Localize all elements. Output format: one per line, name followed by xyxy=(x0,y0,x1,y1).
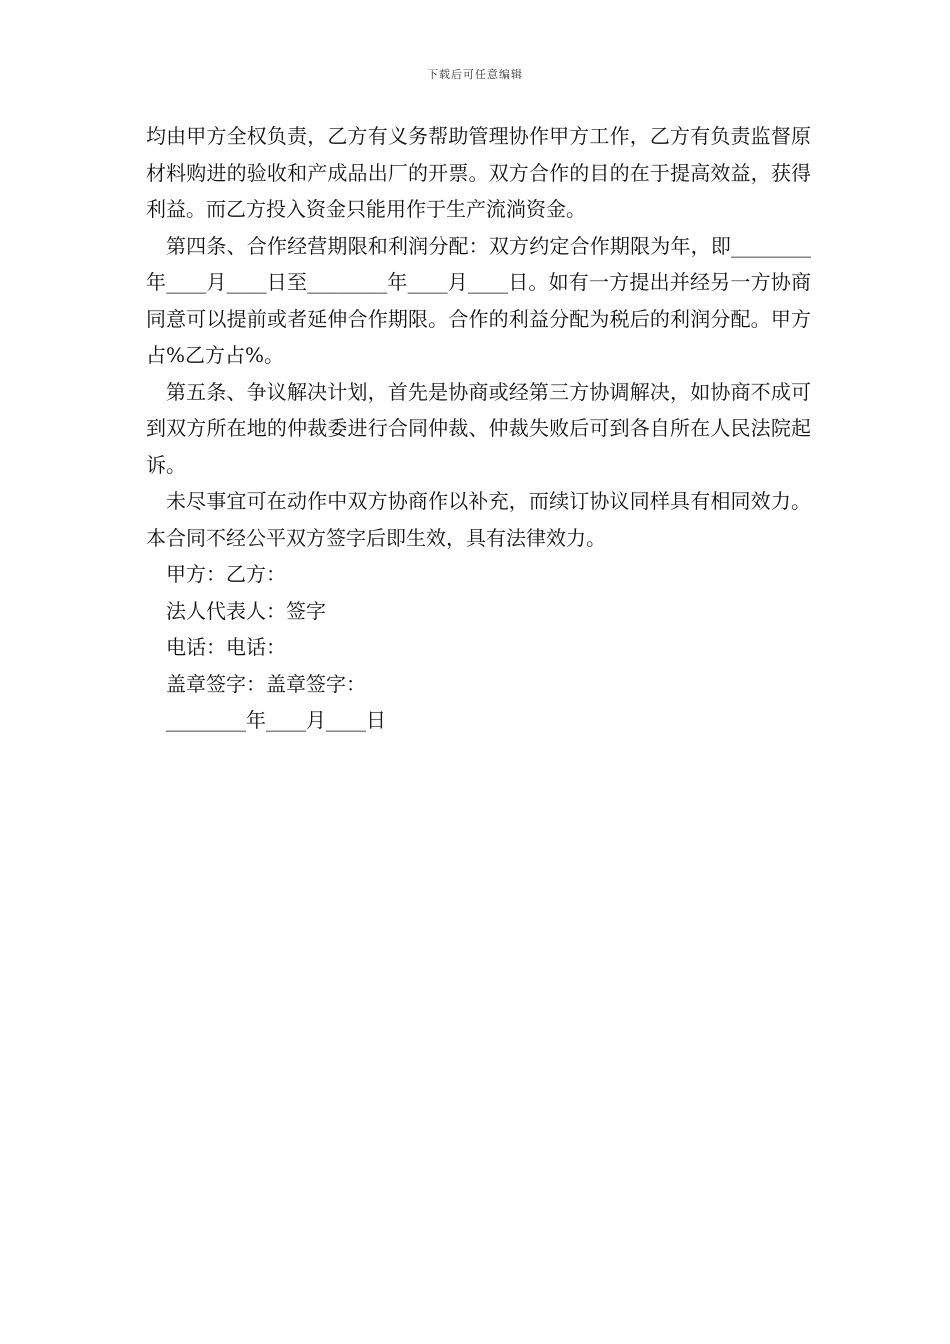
signature-date: ________年____月____日 xyxy=(166,708,386,732)
paragraph-responsibilities: 均由甲方全权负责，乙方有义务帮助管理协作甲方工作，乙方有负责监督原材料购进的验收和产成品出厂的开票。双方合作的目的在于提高效益，获得利益。而乙方投入资金只能用作于生产流淌资金。 xyxy=(146,124,811,221)
contract-body xyxy=(146,118,811,739)
paragraph-article-4: 第四条、合作经营期限和利润分配：双方约定合作期限为年，即________年____月____日至________年____月____日。如有一方提出并经另一方协商同意可以提前或者延伸合作期限。合作的利益分配为税后的利润分配。甲方占%乙方占%。 xyxy=(146,233,811,367)
paragraph-article-5: 第五条、争议解决计划，首先是协商或经第三方协调解决，如协商不成可到双方所在地的仲裁委进行合同仲裁、仲裁失败后可到各自所在人民法院起诉。 xyxy=(146,379,811,477)
page-header: 下载后可任意编辑 xyxy=(427,68,523,81)
signature-parties: 甲方：乙方： xyxy=(166,562,286,586)
signature-seal: 盖章签字：盖章签字： xyxy=(166,671,366,696)
paragraph-supplementary: 未尽事宜可在动作中双方协商作以补充，而续订协议同样具有相同效力。本合同不经公平双方签字后即生效，具有法律效力。 xyxy=(146,489,811,550)
signature-phone: 电话：电话： xyxy=(166,635,286,659)
signature-legal-rep: 法人代表人：签字 xyxy=(166,598,326,623)
